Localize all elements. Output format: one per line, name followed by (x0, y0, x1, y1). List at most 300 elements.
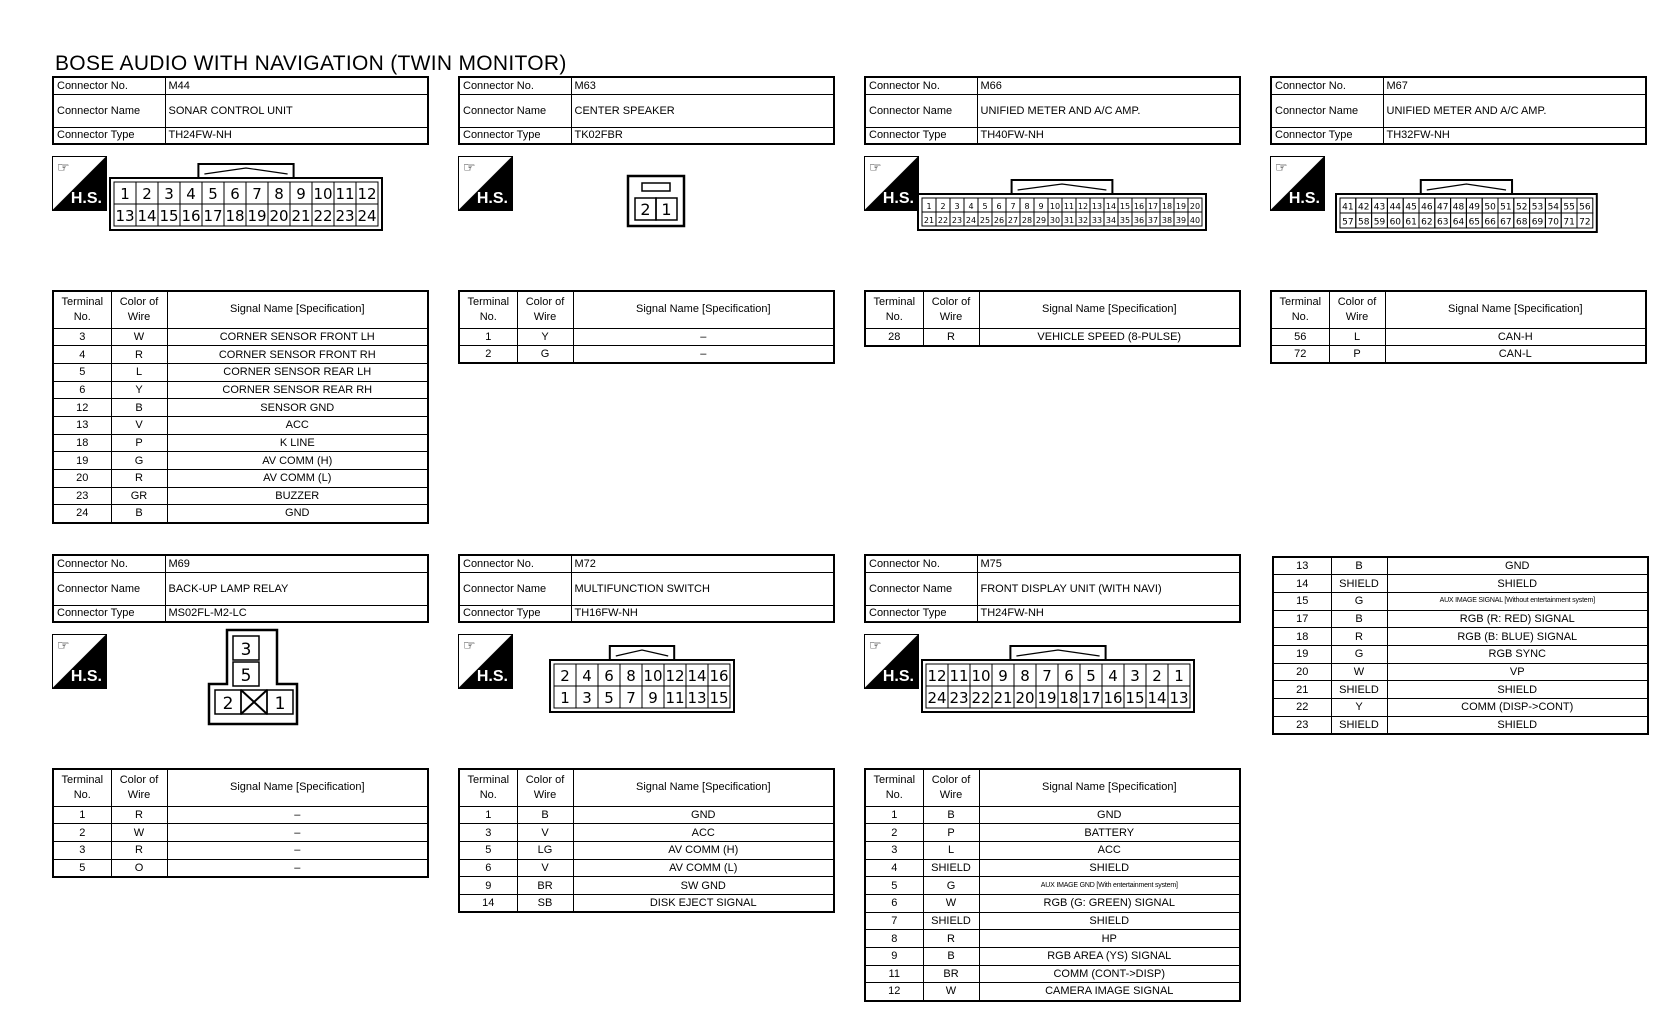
hand-pointer-icon: ☞ (57, 637, 70, 653)
connector-name-value: MULTIFUNCTION SWITCH (571, 572, 834, 605)
pin-number: 11 (335, 185, 355, 204)
connector-no-label: Connector No. (53, 77, 165, 94)
wire-color: W (111, 824, 167, 842)
m75-continuation-table (1272, 556, 1649, 735)
table-row (1273, 663, 1648, 681)
pin-number: 59 (1373, 217, 1386, 228)
wire-color: Y (517, 328, 573, 346)
connector-name-label: Connector Name (53, 94, 165, 127)
table-row (865, 965, 1240, 983)
signal-name: SHIELD (979, 912, 1240, 930)
pin-number: 26 (993, 215, 1005, 225)
table-row (865, 824, 1240, 842)
pin-number: 5 (604, 689, 614, 708)
pin-number: 7 (1042, 667, 1052, 686)
table-row (865, 948, 1240, 966)
table-row (865, 859, 1240, 877)
terminal-no: 5 (865, 877, 923, 895)
pin-number: 61 (1405, 217, 1417, 228)
connector-no-value: M75 (977, 555, 1240, 572)
table-row (53, 363, 428, 381)
wire-color: G (1331, 645, 1387, 663)
terminal-no: 13 (1273, 557, 1331, 575)
signal-name: K LINE (167, 434, 428, 452)
pin-number: 1 (274, 694, 286, 714)
pin-number: 3 (582, 689, 592, 708)
pin-number: 8 (626, 667, 636, 686)
pin-number: 18 (1161, 201, 1173, 211)
table-row (865, 841, 1240, 859)
terminal-no: 5 (53, 859, 111, 877)
terminal-no: 2 (459, 346, 517, 364)
pin-number: 2 (560, 667, 570, 686)
hs-label: H.S. (882, 668, 914, 685)
pin-number: 2 (640, 200, 651, 219)
pin-number: 24 (965, 215, 977, 225)
signal-name: ACC (573, 824, 834, 842)
connector-face (207, 628, 307, 728)
connector-name-value: UNIFIED METER AND A/C AMP. (1383, 94, 1646, 127)
pin-number: 15 (709, 689, 729, 708)
connector-type-value: TH40FW-NH (977, 127, 1240, 144)
pin-number: 27 (1007, 215, 1019, 225)
signal-name: – (167, 824, 428, 842)
table-row (53, 434, 428, 452)
signal-name: AV COMM (H) (573, 841, 834, 859)
terminal-no: 3 (53, 328, 111, 346)
pin-number: 1 (1174, 667, 1184, 686)
connector-name-label: Connector Name (1271, 94, 1383, 127)
pin-number: 25 (979, 215, 991, 225)
wire-color: L (111, 363, 167, 381)
signal-name: HP (979, 930, 1240, 948)
terminal-no: 19 (1273, 645, 1331, 663)
signal-name: ACC (167, 416, 428, 434)
pin-number: 3 (1130, 667, 1140, 686)
table-row (53, 346, 428, 364)
wire-color: R (111, 346, 167, 364)
wire-color: V (517, 859, 573, 877)
connector-no-label: Connector No. (865, 555, 977, 572)
pin-number: 51 (1500, 202, 1512, 213)
pin-number: 10 (313, 185, 333, 204)
pin-number: 29 (1035, 215, 1047, 225)
latch-mark (1016, 650, 1099, 656)
table-row (865, 983, 1240, 1001)
hand-pointer-icon: ☞ (869, 159, 882, 175)
terminal-no: 24 (53, 505, 111, 523)
pin-number: 44 (1389, 202, 1402, 213)
terminal-no: 9 (459, 877, 517, 895)
wire-color: R (923, 930, 979, 948)
signal-name: SHIELD (1387, 716, 1648, 734)
latch-tab (1010, 646, 1105, 660)
signal-name: VP (1387, 663, 1648, 681)
terminal-no: 23 (1273, 716, 1331, 734)
hs-label: H.S. (1288, 190, 1320, 207)
latch-tab (642, 183, 670, 191)
terminal-no: 18 (53, 434, 111, 452)
table-row (53, 328, 428, 346)
color-of-wire-header: Color of Wire (923, 769, 979, 806)
connector-name-label: Connector Name (865, 572, 977, 605)
pin-number: 40 (1189, 215, 1201, 225)
connector-no-label: Connector No. (1271, 77, 1383, 94)
pin-number: 9 (1038, 201, 1044, 211)
pin-number: 7 (1010, 201, 1016, 211)
terminal-no: 14 (459, 894, 517, 912)
hand-pointer-icon: ☞ (463, 159, 476, 175)
terminal-no: 12 (865, 983, 923, 1001)
wire-color: L (923, 841, 979, 859)
pin-number: 20 (269, 207, 289, 226)
signal-name: AV COMM (L) (167, 470, 428, 488)
signal-name: SENSOR GND (167, 399, 428, 417)
connector-info-table (864, 554, 1241, 623)
signal-name: CAN-L (1385, 346, 1646, 364)
pin-number: 22 (937, 215, 949, 225)
pin-number: 20 (1015, 689, 1035, 708)
pin-number: 69 (1531, 217, 1544, 228)
connector-type-value: MS02FL-M2-LC (165, 605, 428, 622)
latch-tab (198, 164, 293, 178)
connector-name-label: Connector Name (53, 572, 165, 605)
connector-block-m67 (1270, 76, 1647, 516)
pin-number: 9 (648, 689, 658, 708)
table-row (1273, 575, 1648, 593)
wire-color: SHIELD (1331, 681, 1387, 699)
table-row (1273, 557, 1648, 575)
pin-number: 10 (643, 667, 663, 686)
terminal-no: 56 (1271, 328, 1329, 346)
connector-info-table (1270, 76, 1647, 145)
signal-name: CORNER SENSOR REAR LH (167, 363, 428, 381)
pin-table (458, 768, 835, 913)
pin-number: 23 (951, 215, 963, 225)
pin-number: 18 (1059, 689, 1079, 708)
connector-name-label: Connector Name (865, 94, 977, 127)
pin-number: 13 (115, 207, 135, 226)
pin-number: 50 (1484, 202, 1496, 213)
pin-number: 23 (335, 207, 355, 226)
pin-number: 52 (1515, 202, 1528, 213)
pin-number: 15 (1125, 689, 1145, 708)
connector-type-value: TH24FW-NH (977, 605, 1240, 622)
terminal-no: 3 (865, 841, 923, 859)
pin-number: 62 (1421, 217, 1433, 228)
wire-color: V (111, 416, 167, 434)
pin-number: 4 (582, 667, 592, 686)
pin-number: 21 (923, 215, 935, 225)
connector-type-value: TH24FW-NH (165, 127, 428, 144)
pin-number: 22 (971, 689, 991, 708)
connector-block-m63 (458, 76, 835, 516)
signal-name: AV COMM (H) (167, 452, 428, 470)
wire-color: G (1331, 592, 1387, 610)
signal-name: SHIELD (1387, 575, 1648, 593)
table-row (1273, 610, 1648, 628)
pin-number: 70 (1547, 217, 1560, 228)
terminal-no: 4 (53, 346, 111, 364)
signal-name: VEHICLE SPEED (8-PULSE) (979, 328, 1240, 346)
color-of-wire-header: Color of Wire (517, 291, 573, 328)
terminal-no: 19 (53, 452, 111, 470)
hand-pointer-icon: ☞ (1275, 159, 1288, 175)
latch-mark (1018, 184, 1107, 190)
table-row (865, 912, 1240, 930)
signal-name: SHIELD (1387, 681, 1648, 699)
signal-name: RGB (B: BLUE) SIGNAL (1387, 628, 1648, 646)
signal-name: COMM (DISP->CONT) (1387, 699, 1648, 717)
connector-block-m75 (864, 554, 1241, 998)
wire-color: Y (111, 381, 167, 399)
terminal-no-header: Terminal No. (459, 769, 517, 806)
connector-type-label: Connector Type (865, 127, 977, 144)
connector-name-label: Connector Name (459, 572, 571, 605)
wire-color: B (1331, 610, 1387, 628)
signal-name: SHIELD (979, 859, 1240, 877)
pin-number: 7 (252, 185, 262, 204)
pin-number: 16 (181, 207, 201, 226)
connector-type-label: Connector Type (1271, 127, 1383, 144)
terminal-no: 8 (865, 930, 923, 948)
pin-number: 10 (1049, 201, 1061, 211)
pin-number: 9 (998, 667, 1008, 686)
pin-number: 5 (208, 185, 218, 204)
pin-number: 1 (926, 201, 932, 211)
pin-number: 12 (665, 667, 685, 686)
pin-number: 47 (1436, 202, 1449, 213)
connector-no-value: M44 (165, 77, 428, 94)
pin-number: 2 (1152, 667, 1162, 686)
connector-type-value: TH16FW-NH (571, 605, 834, 622)
pin-number: 15 (159, 207, 179, 226)
terminal-no: 5 (459, 841, 517, 859)
table-row (459, 877, 834, 895)
terminal-no: 9 (865, 948, 923, 966)
pin-number: 1 (120, 185, 130, 204)
pin-number: 23 (949, 689, 969, 708)
wire-color: B (111, 505, 167, 523)
pin-number: 3 (240, 640, 252, 660)
pin-number: 67 (1500, 217, 1512, 228)
harness-side-icon (1270, 156, 1325, 211)
signal-name: ACC (979, 841, 1240, 859)
signal-name-header: Signal Name [Specification] (573, 769, 834, 806)
table-row (459, 328, 834, 346)
pin-number: 18 (225, 207, 245, 226)
pin-number: 12 (357, 185, 377, 204)
pin-number: 45 (1405, 202, 1417, 213)
pin-number: 12 (1077, 201, 1089, 211)
color-of-wire-header: Color of Wire (517, 769, 573, 806)
table-row (865, 806, 1240, 824)
table-row (459, 824, 834, 842)
hs-label: H.S. (476, 668, 508, 685)
connector-name-value: BACK-UP LAMP RELAY (165, 572, 428, 605)
terminal-no: 4 (865, 859, 923, 877)
wire-color: R (111, 470, 167, 488)
signal-name: RGB SYNC (1387, 645, 1648, 663)
connector-face (548, 642, 736, 714)
pin-number: 21 (993, 689, 1013, 708)
pin-number: 4 (1108, 667, 1118, 686)
pin-number: 11 (665, 689, 685, 708)
table-row (865, 877, 1240, 895)
pin-number: 14 (137, 207, 157, 226)
pin-number: 5 (240, 666, 252, 686)
terminal-no: 11 (865, 965, 923, 983)
pin-number: 41 (1342, 202, 1354, 213)
pin-number: 3 (164, 185, 174, 204)
harness-side-icon (52, 156, 107, 211)
pin-number: 14 (1105, 201, 1117, 211)
terminal-no-header: Terminal No. (53, 291, 111, 328)
harness-side-icon (864, 634, 919, 689)
pin-number: 13 (1169, 689, 1189, 708)
connector-no-value: M67 (1383, 77, 1646, 94)
pin-number: 6 (1064, 667, 1074, 686)
pin-number: 17 (203, 207, 223, 226)
pin-number: 11 (1063, 201, 1075, 211)
connector-type-label: Connector Type (459, 127, 571, 144)
terminal-no: 5 (53, 363, 111, 381)
wire-color: W (923, 894, 979, 912)
wire-color: R (111, 841, 167, 859)
pin-table-continued (1272, 556, 1649, 735)
table-row (53, 470, 428, 488)
table-row (1273, 699, 1648, 717)
hand-pointer-icon: ☞ (463, 637, 476, 653)
harness-side-icon (458, 156, 513, 211)
terminal-no: 28 (865, 328, 923, 346)
wire-color: B (111, 399, 167, 417)
pin-number: 35 (1119, 215, 1131, 225)
wire-color: W (111, 328, 167, 346)
connector-no-value: M69 (165, 555, 428, 572)
connector-no-value: M66 (977, 77, 1240, 94)
pin-number: 1 (560, 689, 570, 708)
pin-number: 6 (604, 667, 614, 686)
wire-color: Y (1331, 699, 1387, 717)
pin-number: 15 (1119, 201, 1131, 211)
pin-number: 9 (296, 185, 306, 204)
hand-pointer-icon: ☞ (869, 637, 882, 653)
terminal-no-header: Terminal No. (53, 769, 111, 806)
table-row (459, 841, 834, 859)
pin-number: 17 (1147, 201, 1159, 211)
signal-name: GND (1387, 557, 1648, 575)
pin-table (52, 290, 429, 524)
terminal-no: 1 (459, 806, 517, 824)
pin-number: 32 (1077, 215, 1089, 225)
table-row (459, 859, 834, 877)
wire-color: SHIELD (923, 912, 979, 930)
pin-number: 37 (1147, 215, 1159, 225)
pin-number: 46 (1421, 202, 1433, 213)
pin-number: 28 (1021, 215, 1033, 225)
pin-number: 22 (313, 207, 333, 226)
pin-number: 39 (1175, 215, 1187, 225)
pin-table (458, 290, 835, 364)
latch-tab (1421, 180, 1512, 194)
connector-no-label: Connector No. (865, 77, 977, 94)
page-title: BOSE AUDIO WITH NAVIGATION (TWIN MONITOR) (55, 52, 567, 75)
connector-block-m66 (864, 76, 1241, 516)
signal-name-header: Signal Name [Specification] (1385, 291, 1646, 328)
connector-name-value: SONAR CONTROL UNIT (165, 94, 428, 127)
terminal-no-header: Terminal No. (459, 291, 517, 328)
wire-color: P (1329, 346, 1385, 364)
signal-name: CORNER SENSOR FRONT LH (167, 328, 428, 346)
pin-number: 5 (1086, 667, 1096, 686)
signal-name: – (167, 841, 428, 859)
connector-no-label: Connector No. (459, 77, 571, 94)
pin-number: 12 (927, 667, 947, 686)
wire-color: SHIELD (1331, 716, 1387, 734)
terminal-no: 1 (53, 806, 111, 824)
pin-number: 19 (1175, 201, 1187, 211)
signal-name: GND (979, 806, 1240, 824)
signal-name: SW GND (573, 877, 834, 895)
wire-color: W (1331, 663, 1387, 681)
pin-number: 66 (1484, 217, 1496, 228)
signal-name: COMM (CONT->DISP) (979, 965, 1240, 983)
terminal-no: 72 (1271, 346, 1329, 364)
color-of-wire-header: Color of Wire (111, 769, 167, 806)
wire-color: SHIELD (923, 859, 979, 877)
pin-number: 4 (968, 201, 974, 211)
table-row (53, 841, 428, 859)
pin-number: 14 (687, 667, 707, 686)
table-row (1273, 592, 1648, 610)
pin-number: 54 (1547, 202, 1560, 213)
wire-color: O (111, 859, 167, 877)
pin-number: 57 (1342, 217, 1354, 228)
pin-number: 13 (687, 689, 707, 708)
signal-name: BUZZER (167, 487, 428, 505)
connector-block-m44 (52, 76, 429, 520)
table-row (53, 399, 428, 417)
wire-color: L (1329, 328, 1385, 346)
pin-number: 16 (1133, 201, 1145, 211)
wire-color: SB (517, 894, 573, 912)
table-row (459, 806, 834, 824)
pin-number: 36 (1133, 215, 1145, 225)
hs-label: H.S. (70, 668, 102, 685)
pin-number: 13 (1091, 201, 1103, 211)
table-row (53, 505, 428, 523)
signal-name-header: Signal Name [Specification] (167, 291, 428, 328)
pin-number: 21 (291, 207, 311, 226)
pin-number: 2 (142, 185, 152, 204)
wire-color: R (1331, 628, 1387, 646)
pin-number: 8 (1024, 201, 1030, 211)
pin-number: 43 (1373, 202, 1386, 213)
signal-name: – (167, 859, 428, 877)
wire-color: R (111, 806, 167, 824)
pin-number: 64 (1452, 217, 1465, 228)
wire-color: SHIELD (1331, 575, 1387, 593)
terminal-no: 3 (459, 824, 517, 842)
connector-type-label: Connector Type (53, 605, 165, 622)
table-row (1273, 645, 1648, 663)
table-row (865, 328, 1240, 346)
terminal-no: 7 (865, 912, 923, 930)
wire-color: V (517, 824, 573, 842)
connector-name-value: FRONT DISPLAY UNIT (WITH NAVI) (977, 572, 1240, 605)
connector-no-label: Connector No. (459, 555, 571, 572)
